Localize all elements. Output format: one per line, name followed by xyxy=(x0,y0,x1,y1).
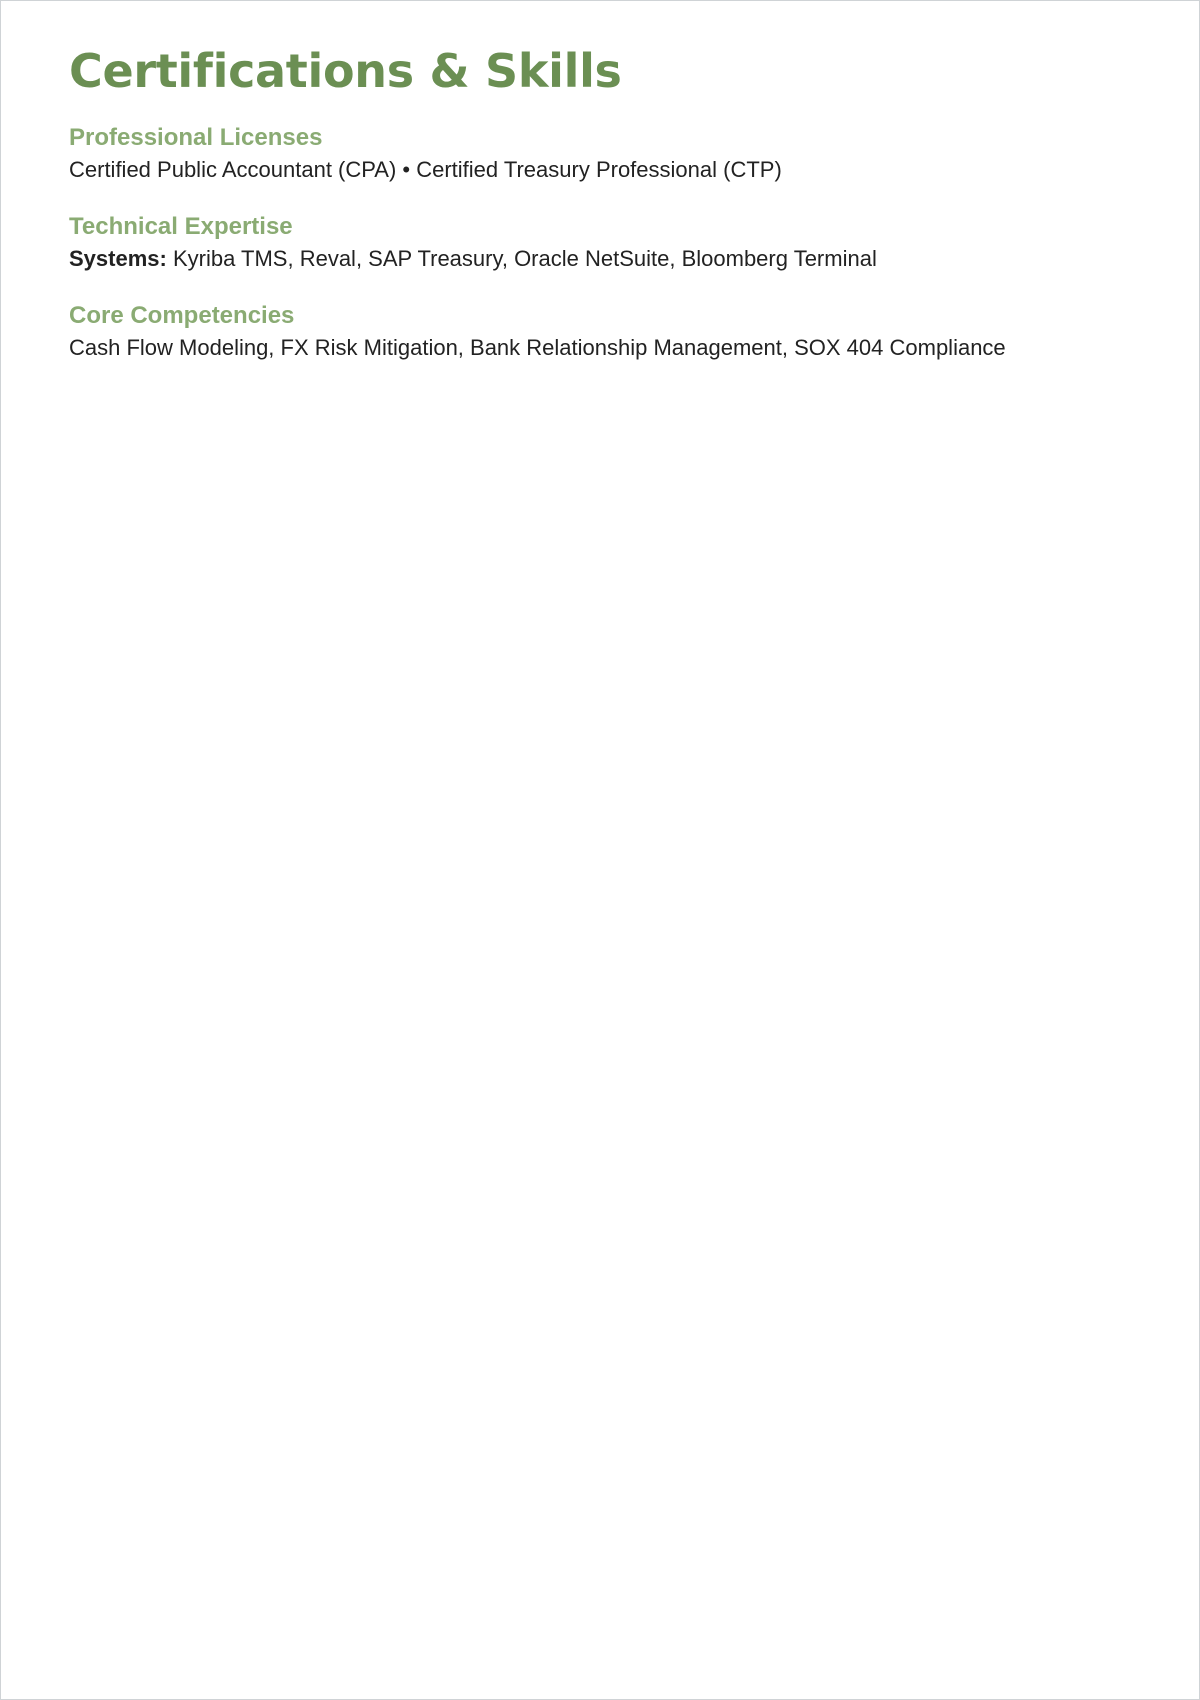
core-competencies-text: Cash Flow Modeling, FX Risk Mitigation, Bank Relationship Management, SOX 404 Compliance xyxy=(69,335,1006,360)
document-content xyxy=(69,41,1129,365)
section-heading-core-competencies: Core Competencies xyxy=(69,302,295,329)
section-core-competencies xyxy=(69,301,1129,365)
licenses-text: Certified Public Accountant (CPA) • Certified Treasury Professional (CTP) xyxy=(69,157,782,182)
section-professional-licenses xyxy=(69,123,1129,187)
page-title: Certifications & Skills xyxy=(69,44,622,98)
systems-label: Systems: xyxy=(69,246,167,271)
section-heading-technical-expertise: Technical Expertise xyxy=(69,213,293,240)
section-technical-expertise xyxy=(69,212,1129,276)
section-heading-professional-licenses: Professional Licenses xyxy=(69,124,323,151)
systems-list: Kyriba TMS, Reval, SAP Treasury, Oracle NetSuite, Bloomberg Terminal xyxy=(166,246,877,271)
technical-expertise-text xyxy=(69,242,1129,276)
